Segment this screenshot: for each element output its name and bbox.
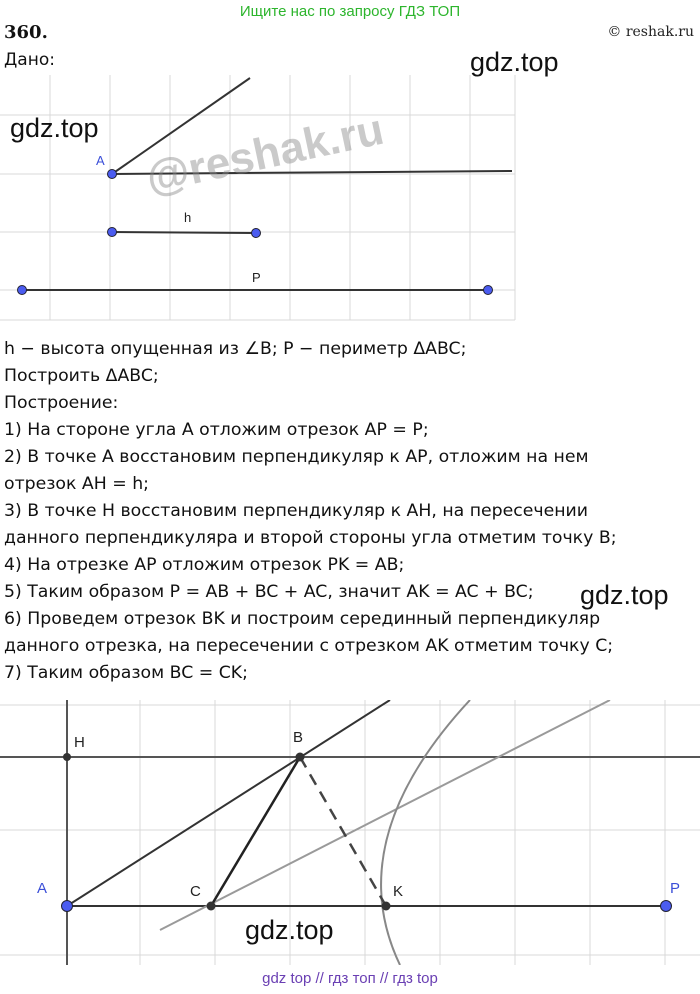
label-k: K bbox=[393, 883, 404, 900]
point-h bbox=[63, 753, 71, 761]
problem-number: 360. bbox=[4, 22, 48, 43]
arc-k bbox=[381, 700, 470, 965]
text-line-11: 6) Проведем отрезок BK и построим серединный перпендикуляр bbox=[4, 609, 601, 629]
top-banner[interactable]: Ищите нас по запросу ГДЗ ТОП bbox=[239, 3, 461, 20]
label-p-2: P bbox=[670, 880, 681, 897]
text-line-10: 5) Таким образом P = AB + BC + AC, значит AK = AC + BC; bbox=[4, 582, 534, 602]
label-b: B bbox=[293, 729, 304, 746]
given-label: Дано: bbox=[4, 50, 55, 70]
gdz-watermark-1: gdz.top bbox=[10, 113, 99, 143]
text-line-6: отрезок AH = h; bbox=[4, 474, 149, 494]
point-c bbox=[207, 902, 216, 911]
text-line-3: Построение: bbox=[4, 393, 119, 413]
point-p-2 bbox=[661, 901, 672, 912]
reshak-watermark: @reshak.ru bbox=[141, 104, 388, 203]
text-line-4: 1) На стороне угла A отложим отрезок AP = P; bbox=[4, 420, 429, 440]
text-line-12: данного отрезка, на пересечении с отрезком AK отметим точку C; bbox=[4, 636, 614, 656]
text-line-8: данного перпендикуляра и второй стороны угла отметим точку B; bbox=[4, 528, 617, 548]
point-p-end bbox=[484, 286, 493, 295]
segment-bc bbox=[211, 757, 300, 906]
label-h-2: H bbox=[74, 734, 85, 751]
point-k bbox=[382, 902, 391, 911]
footer-links[interactable]: gdz top // гдз топ // гдз top bbox=[262, 970, 438, 987]
text-line-9: 4) На отрезке AP отложим отрезок PK = AB; bbox=[4, 555, 405, 575]
text-line-7: 3) В точке H восстановим перпендикуляр к AH, на пересечении bbox=[4, 501, 588, 521]
label-a: A bbox=[96, 153, 105, 168]
point-h-start bbox=[108, 228, 117, 237]
point-a-2 bbox=[62, 901, 73, 912]
point-p-start bbox=[18, 286, 27, 295]
point-a bbox=[108, 170, 117, 179]
text-line-1: h − высота опущенная из ∠B; P − периметр ΔABC; bbox=[4, 339, 467, 359]
label-a-2: A bbox=[37, 880, 48, 897]
text-line-5: 2) В точке A восстановим перпендикуляр к AP, отложим на нем bbox=[4, 447, 589, 467]
label-p: P bbox=[252, 270, 261, 285]
gdz-watermark-3: gdz.top bbox=[580, 580, 669, 610]
segment-h bbox=[112, 232, 256, 233]
label-h: h bbox=[184, 210, 192, 225]
label-c: C bbox=[190, 883, 201, 900]
gdz-watermark-2: gdz.top bbox=[470, 47, 559, 77]
solution-text bbox=[4, 336, 694, 687]
text-line-2: Построить ΔABC; bbox=[4, 366, 159, 386]
segment-bk-dashed bbox=[300, 757, 386, 906]
perpendicular-bisector bbox=[160, 700, 610, 930]
text-line-13: 7) Таким образом BC = CK; bbox=[4, 663, 248, 683]
point-b bbox=[296, 753, 305, 762]
copyright-text: © reshak.ru bbox=[607, 24, 694, 40]
gdz-watermark-4: gdz.top bbox=[245, 915, 334, 945]
point-h-end bbox=[252, 229, 261, 238]
figure-construction bbox=[0, 700, 700, 965]
